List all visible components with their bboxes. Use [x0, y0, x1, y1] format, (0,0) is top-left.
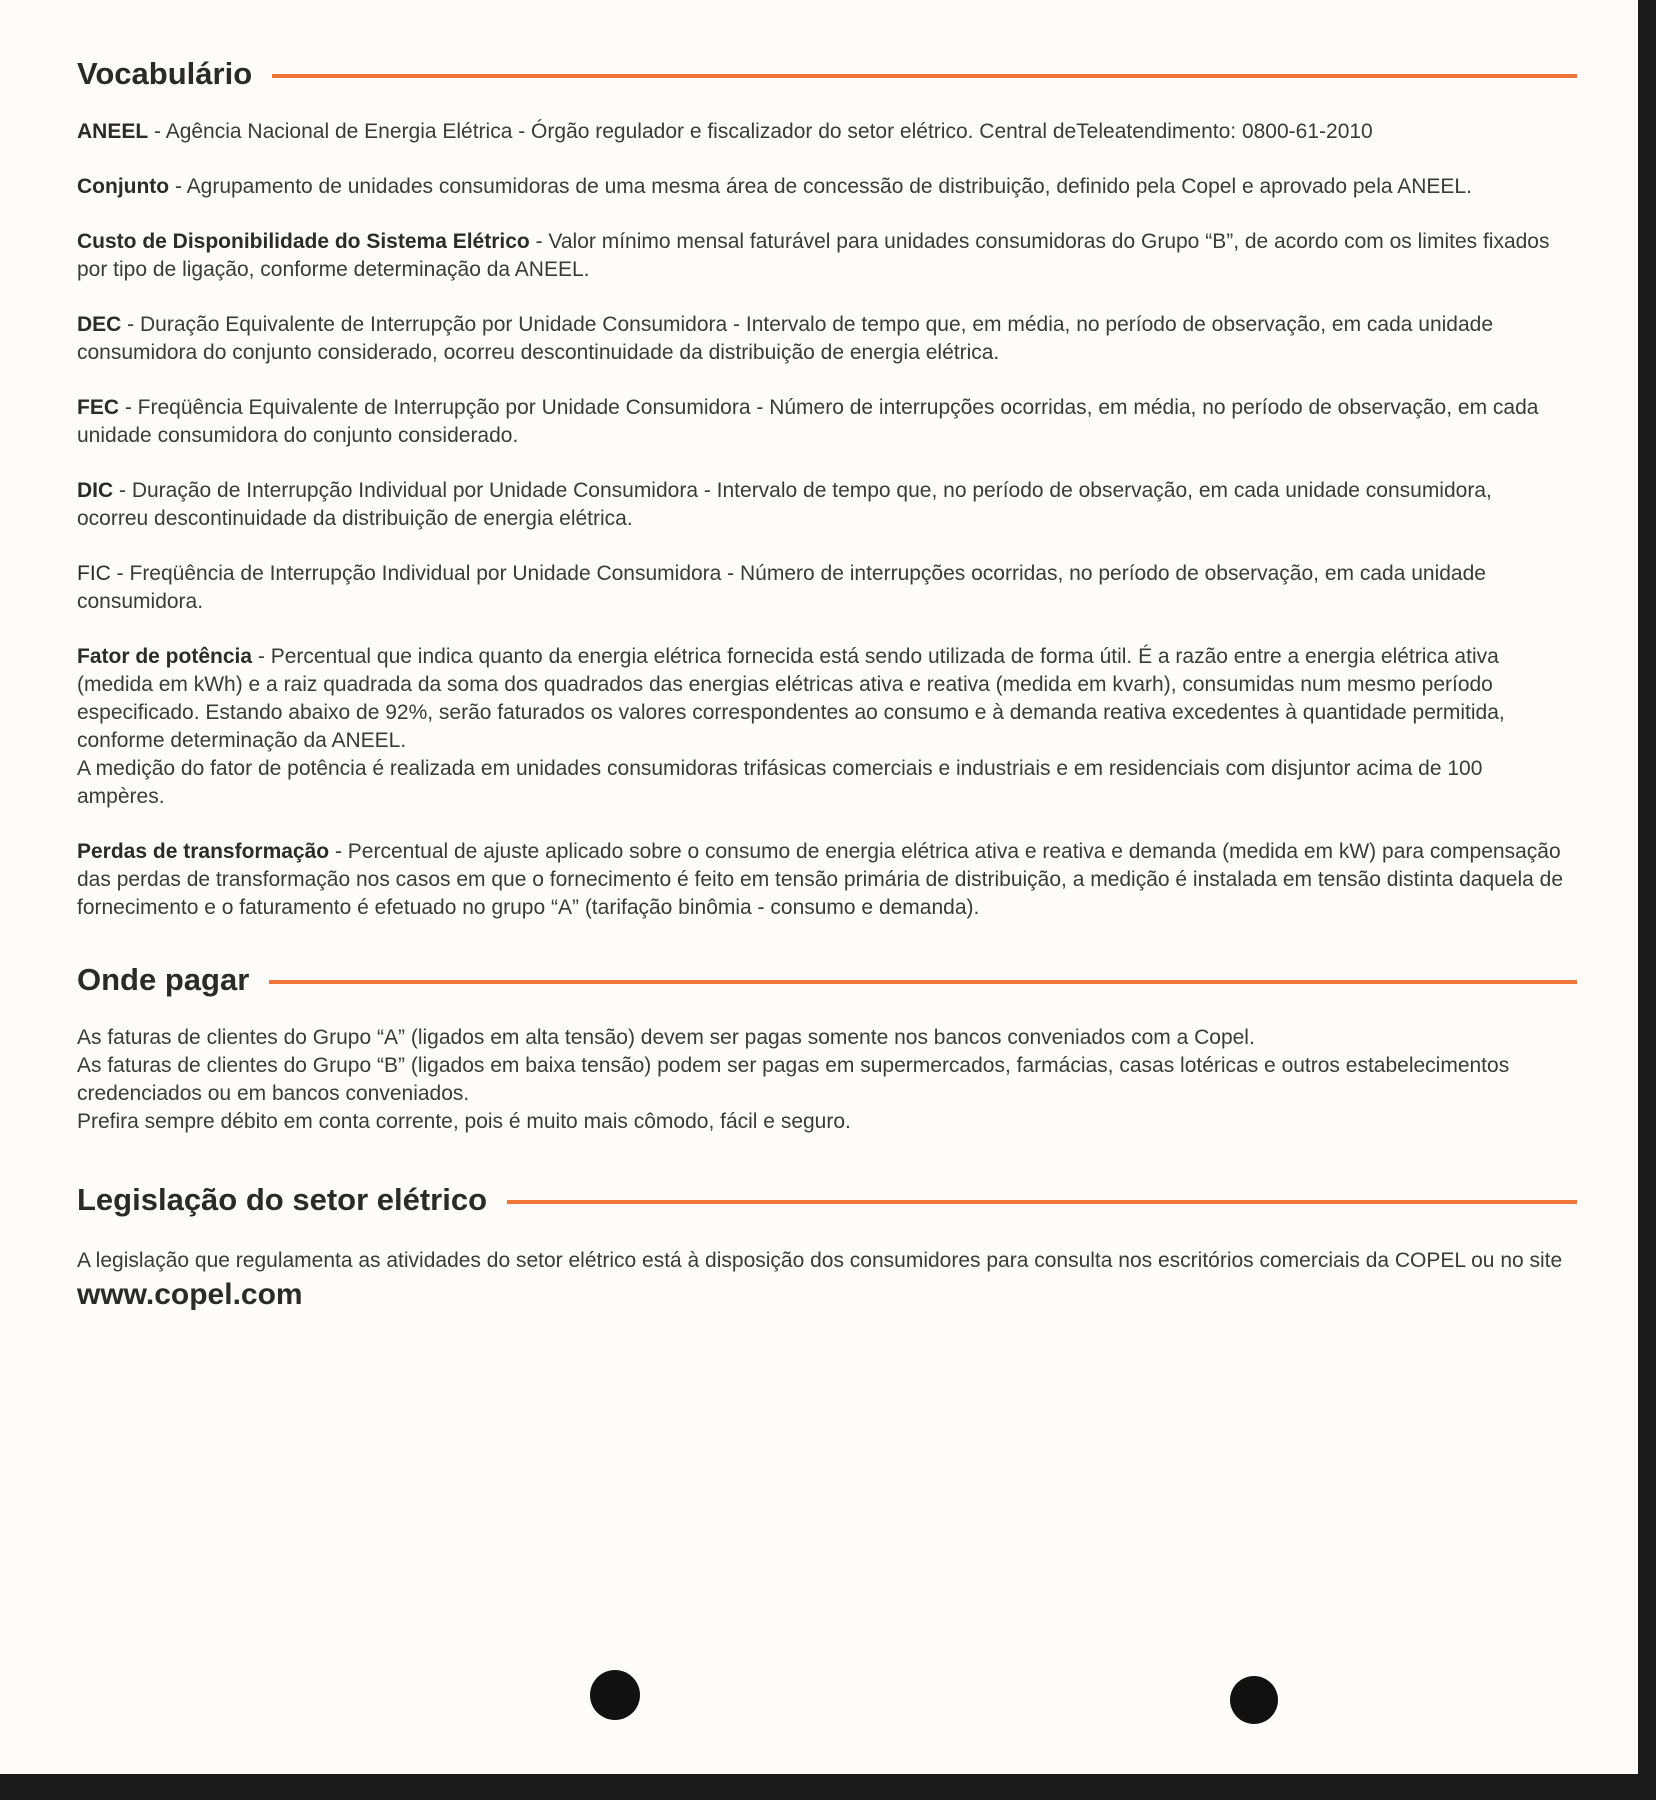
- vocab-entry-perdas: [77, 838, 1577, 922]
- payment-line: Prefira sempre débito em conta corrente, pois é muito mais cômodo, fácil e seguro.: [77, 1110, 851, 1133]
- section-header-legislacao: [77, 1182, 1577, 1218]
- vocab-definition: - Valor mínimo mensal faturável para unidades consumidoras do Grupo “B”, de acordo com os limites fixados por tipo de ligação, conforme determinação da ANEEL.: [77, 230, 1550, 281]
- vocab-definition: - Freqüência Equivalente de Interrupção por Unidade Consumidora - Número de interrupções ocorridas, em média, no período de observação, em cada unidade consumidora do conjunto considerado.: [77, 396, 1539, 447]
- vocab-entry-custo: [77, 228, 1577, 284]
- orange-rule: [272, 74, 1577, 78]
- section-header-onde-pagar: [77, 962, 1577, 998]
- vocab-definition: - Duração Equivalente de Interrupção por Unidade Consumidora - Intervalo de tempo que, em média, no período de observação, em cada unidade consumidora do conjunto considerado, ocorreu descontinuidade da distribuição de energia elétrica.: [77, 313, 1494, 364]
- vocab-term: DIC: [77, 479, 114, 502]
- payment-line: As faturas de clientes do Grupo “B” (ligados em baixa tensão) podem ser pagas em supermercados, farmácias, casas lotéricas e outros estabelecimentos credenciados ou em bancos conveniados.: [77, 1054, 1510, 1105]
- section-title: Vocabulário: [77, 56, 253, 91]
- section-header-vocabulario: [77, 56, 1577, 92]
- vocab-term: Fator de potência: [77, 645, 253, 668]
- vocab-entry-aneel: [77, 118, 1577, 146]
- vocab-entry-fator-potencia: [77, 643, 1577, 811]
- section-title: Onde pagar: [77, 962, 250, 997]
- vocab-definition: - Duração de Interrupção Individual por Unidade Consumidora - Intervalo de tempo que, no período de observação, em cada unidade consumidora, ocorreu descontinuidade da distribuição de energia elétrica.: [77, 479, 1492, 530]
- document-content: [77, 56, 1577, 1315]
- vocab-definition-extra: A medição do fator de potência é realizada em unidades consumidoras trifásicas comerciais e industriais e em residenciais com disjuntor acima de 100 ampères.: [77, 757, 1483, 808]
- orange-rule: [269, 980, 1577, 984]
- punch-hole: [590, 1670, 640, 1720]
- vocab-term: ANEEL: [77, 120, 149, 143]
- vocab-term: FIC: [77, 562, 111, 585]
- legislation-text: [77, 1244, 1577, 1315]
- vocab-definition: - Percentual que indica quanto da energia elétrica fornecida está sendo utilizada de forma útil. É a razão entre a energia elétrica ativa (medida em kWh) e a raiz quadrada da soma dos quadrados das energias elétricas ativa e reativa (medida em kvarh), consumidas num mesmo período especificado. Estando abaixo de 92%, serão faturados os valores correspondentes ao consumo e à demanda reativa excedentes à quantidade permitida, conforme determinação da ANEEL.: [77, 645, 1505, 752]
- payment-line: As faturas de clientes do Grupo “A” (ligados em alta tensão) devem ser pagas somente nos bancos conveniados com a Copel.: [77, 1026, 1255, 1049]
- vocab-entry-fic: [77, 560, 1577, 616]
- section-title: Legislação do setor elétrico: [77, 1182, 488, 1217]
- vocab-term: FEC: [77, 396, 119, 419]
- legislation-body: A legislação que regulamenta as atividades do setor elétrico está à disposição dos consumidores para consulta nos escritórios comerciais da COPEL ou no site: [77, 1249, 1563, 1272]
- vocab-term: Perdas de transformação: [77, 840, 330, 863]
- vocab-definition: - Percentual de ajuste aplicado sobre o consumo de energia elétrica ativa e reativa e demanda (medida em kW) para compensação das perdas de transformação nos casos em que o fornecimento é feito em tensão primária de distribuição, a medição é instalada em tensão distinta daquela de fornecimento e o faturamento é efetuado no grupo “A” (tarifação binômia - consumo e demanda).: [77, 840, 1564, 919]
- vocab-entry-conjunto: [77, 173, 1577, 201]
- vocab-term: Conjunto: [77, 175, 170, 198]
- scan-edge-bottom: [0, 1774, 1656, 1800]
- scan-edge-right: [1638, 0, 1656, 1800]
- vocab-term: Custo de Disponibilidade do Sistema Elétrico: [77, 230, 530, 253]
- vocab-entry-dic: [77, 477, 1577, 533]
- vocab-entry-fec: [77, 394, 1577, 450]
- vocab-definition: - Freqüência de Interrupção Individual por Unidade Consumidora - Número de interrupções ocorridas, no período de observação, em cada unidade consumidora.: [77, 562, 1486, 613]
- vocab-entry-dec: [77, 311, 1577, 367]
- website-link[interactable]: www.copel.com: [77, 1278, 303, 1311]
- punch-hole: [1230, 1676, 1278, 1724]
- vocab-term: DEC: [77, 313, 122, 336]
- vocab-definition: - Agrupamento de unidades consumidoras de uma mesma área de concessão de distribuição, definido pela Copel e aprovado pela ANEEL.: [169, 175, 1472, 198]
- vocab-definition: - Agência Nacional de Energia Elétrica - Órgão regulador e fiscalizador do setor elétrico. Central deTeleatendimento: 0800-61-2010: [148, 120, 1373, 143]
- orange-rule: [507, 1200, 1577, 1204]
